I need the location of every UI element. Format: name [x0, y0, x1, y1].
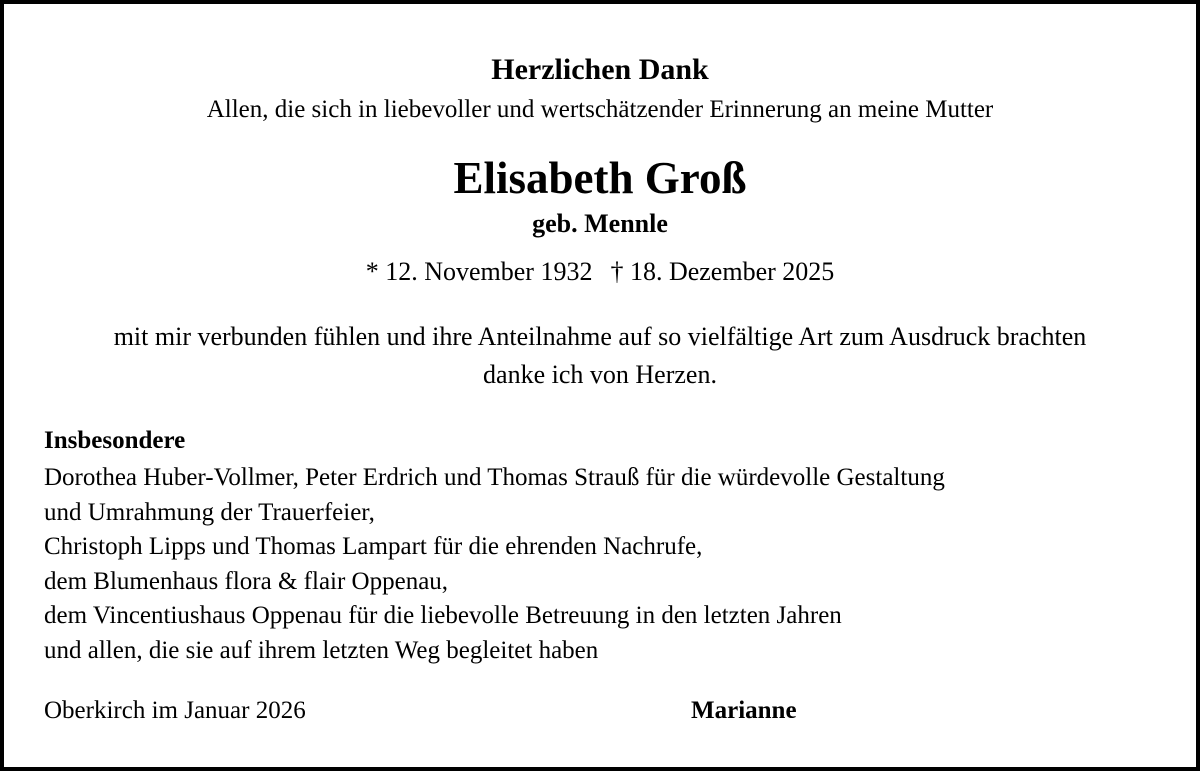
maiden-name: geb. Mennle [532, 209, 668, 238]
life-dates [0, 257, 1200, 287]
notice-heading: Herzlichen Dank [491, 53, 709, 86]
place-date: Oberkirch im Januar 2026 [44, 697, 306, 724]
special-thanks-title: Insbesondere [44, 427, 186, 454]
thanks-text-line-2: danke ich von Herzen. [483, 360, 717, 389]
special-thanks-line: dem Blumenhaus flora & flair Oppenau, [44, 567, 449, 595]
special-thanks-line: Dorothea Huber-Vollmer, Peter Erdrich und Thomas Strauß für die würdevolle Gestaltung [44, 464, 945, 491]
special-thanks-line: und allen, die sie auf ihrem letzten Weg begleitet haben [44, 636, 599, 664]
death-date: † 18. Dezember 2025 [610, 257, 835, 286]
intro-text: Allen, die sich in liebevoller und wertschätzender Erinnerung an meine Mutter [206, 96, 994, 123]
birth-date: * 12. November 1932 [365, 257, 593, 286]
special-thanks-line: dem Vincentiushaus Oppenau für die liebevolle Betreuung in den letzten Jahren [44, 602, 842, 629]
special-thanks-line: und Umrahmung der Trauerfeier, [44, 498, 375, 526]
special-thanks-line: Christoph Lipps und Thomas Lampart für die ehrenden Nachrufe, [44, 533, 703, 560]
special-thanks-list [44, 461, 945, 668]
deceased-name: Elisabeth Groß [453, 153, 747, 203]
signature: Marianne [691, 697, 797, 724]
thanks-text-line-1: mit mir verbunden fühlen und ihre Anteilnahme auf so vielfältige Art zum Ausdruck brachten [113, 322, 1087, 351]
